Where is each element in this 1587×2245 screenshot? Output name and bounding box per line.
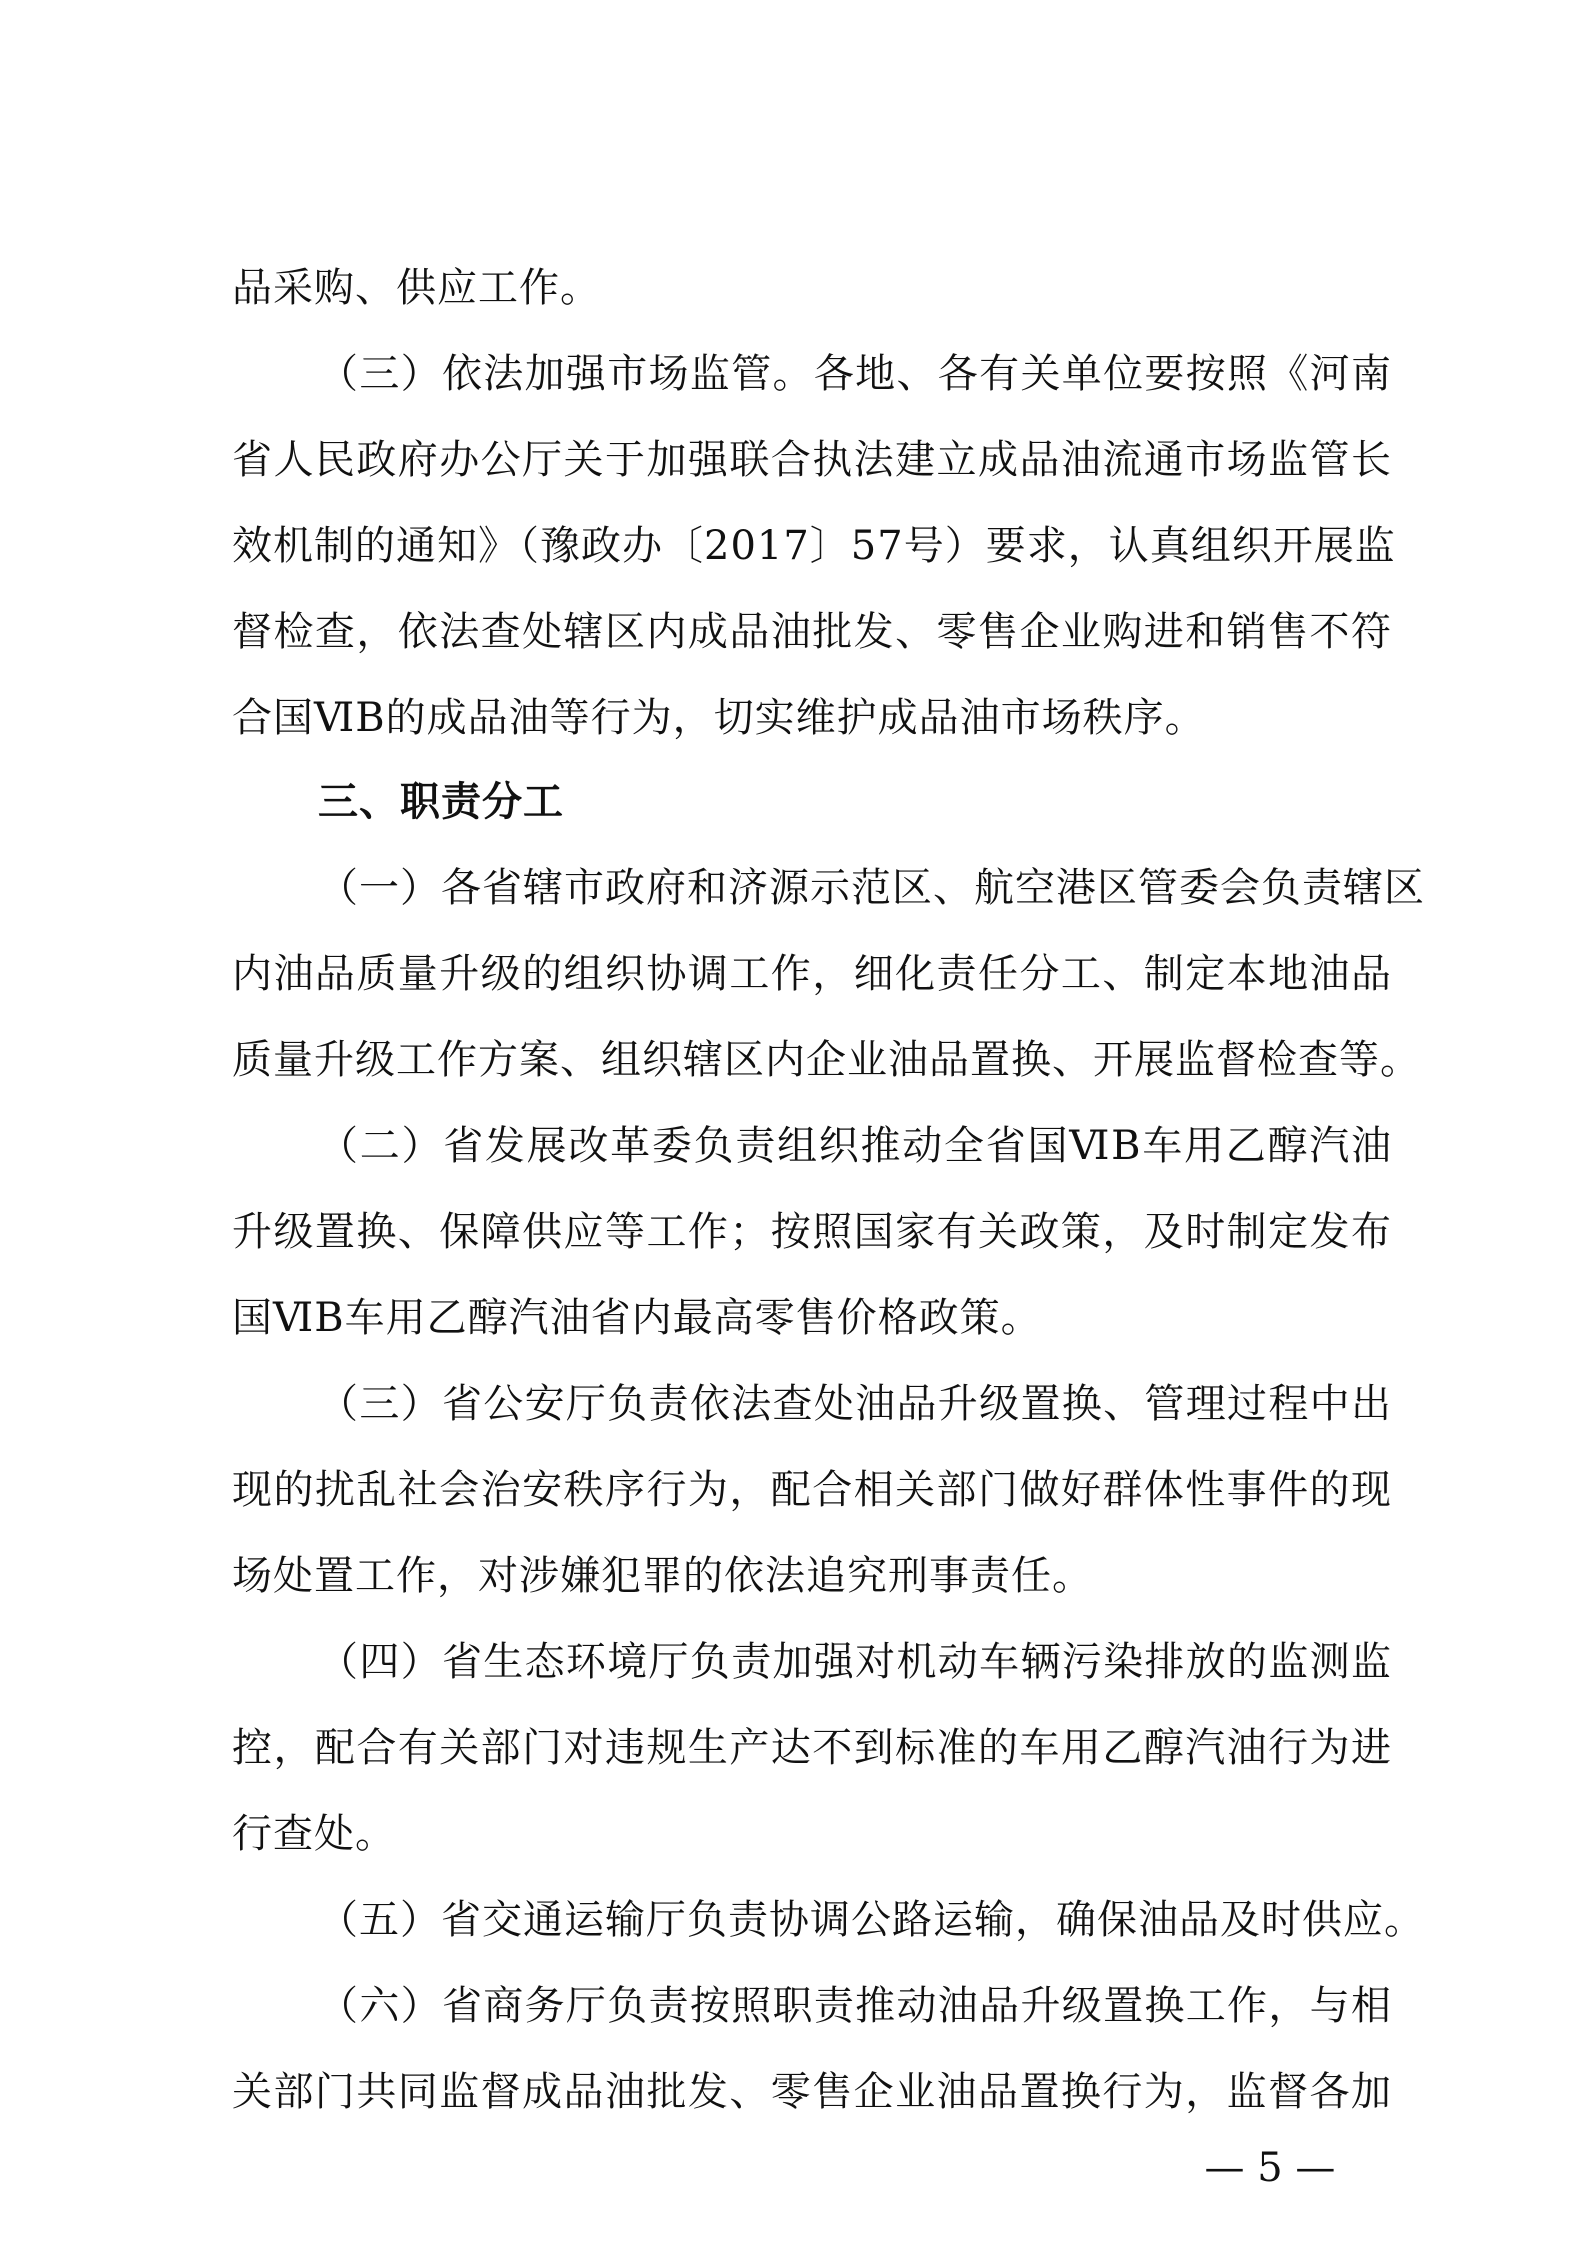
text-line: 控，配合有关部门对违规生产达不到标准的车用乙醇汽油行为进: [232, 1725, 1392, 1771]
text-line: （三）依法加强市场监管。各地、各有关单位要按照《河南: [318, 351, 1392, 397]
text-line: 质量升级工作方案、组织辖区内企业油品置换、开展监督检查等。: [232, 1037, 1421, 1083]
text-line: 场处置工作，对涉嫌犯罪的依法追究刑事责任。: [232, 1553, 1093, 1599]
text-line: （二）省发展改革委负责组织推动全省国ⅥB车用乙醇汽油: [318, 1123, 1392, 1169]
text-line: 合国ⅥB的成品油等行为，切实维护成品油市场秩序。: [232, 695, 1206, 741]
text-line: 督检查，依法查处辖区内成品油批发、零售企业购进和销售不符: [232, 609, 1392, 655]
text-line: 内油品质量升级的组织协调工作，细化责任分工、制定本地油品: [232, 951, 1392, 997]
text-line: 关部门共同监督成品油批发、零售企业油品置换行为，监督各加: [232, 2069, 1392, 2115]
page-number: — 5 —: [1204, 2145, 1336, 2191]
text-line: 现的扰乱社会治安秩序行为，配合相关部门做好群体性事件的现: [232, 1467, 1392, 1513]
text-line: 效机制的通知》（豫政办〔2017〕57号）要求，认真组织开展监: [232, 523, 1396, 569]
section-heading: 三、职责分工: [318, 779, 564, 825]
text-line: （六）省商务厅负责按照职责推动油品升级置换工作，与相: [318, 1983, 1392, 2029]
text-line: （一）各省辖市政府和济源示范区、航空港区管委会负责辖区: [318, 865, 1425, 911]
text-line: 国ⅥB车用乙醇汽油省内最高零售价格政策。: [232, 1295, 1042, 1341]
text-line: 升级置换、保障供应等工作；按照国家有关政策，及时制定发布: [232, 1209, 1392, 1255]
text-line: （四）省生态环境厅负责加强对机动车辆污染排放的监测监: [318, 1639, 1392, 1685]
text-line: （三）省公安厅负责依法查处油品升级置换、管理过程中出: [318, 1381, 1392, 1427]
text-line: 品采购、供应工作。: [232, 265, 601, 311]
text-line: 省人民政府办公厅关于加强联合执法建立成品油流通市场监管长: [232, 437, 1392, 483]
text-line: 行查处。: [232, 1811, 396, 1857]
text-line: （五）省交通运输厅负责协调公路运输，确保油品及时供应。: [318, 1897, 1425, 1943]
